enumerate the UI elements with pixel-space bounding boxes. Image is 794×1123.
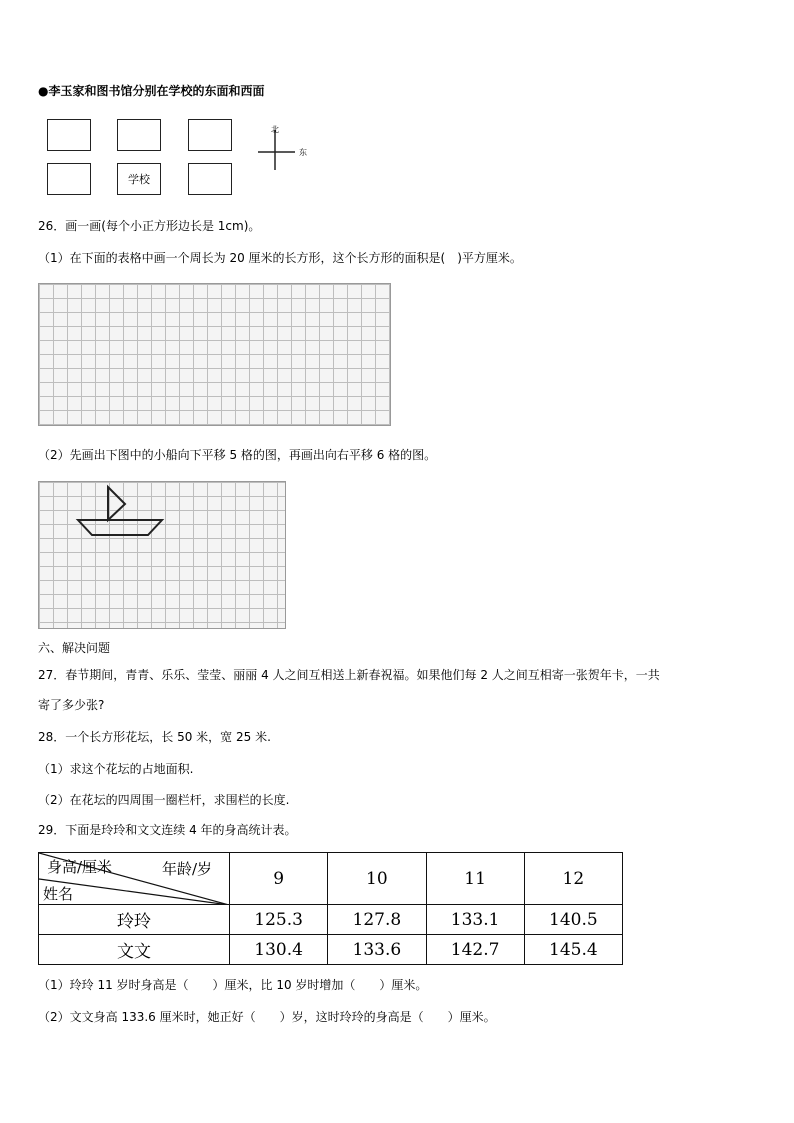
q27-line1: 27．春节期间，青青、乐乐、莹莹、丽丽 4 人之间互相送上新春祝福。如果他们每 2 人之间互相寄一张贺年卡，一共 bbox=[38, 668, 660, 682]
corner-height-label: 身高/厘米 bbox=[47, 858, 113, 876]
height-cell: 125.3 bbox=[230, 905, 328, 935]
height-cell: 140.5 bbox=[524, 905, 622, 935]
table-row bbox=[39, 905, 623, 935]
corner-name-label: 姓名 bbox=[43, 885, 74, 903]
table-corner-cell bbox=[39, 853, 230, 905]
height-cell: 142.7 bbox=[426, 935, 524, 965]
drawing-grid-rectangle bbox=[38, 283, 391, 426]
compass-icon bbox=[255, 122, 315, 172]
age-header: 11 bbox=[426, 853, 524, 905]
map-box-school: 学校 bbox=[117, 163, 161, 195]
age-header: 10 bbox=[328, 853, 426, 905]
intro-text: ●李玉家和图书馆分别在学校的东面和西面 bbox=[38, 84, 265, 98]
q28-title: 28．一个长方形花坛，长 50 米，宽 25 米. bbox=[38, 730, 271, 744]
section-6-title: 六、解决问题 bbox=[38, 641, 111, 655]
compass-north-label: 北 bbox=[271, 125, 279, 134]
map-box-top-right bbox=[188, 119, 232, 151]
q29-title: 29．下面是玲玲和文文连续 4 年的身高统计表。 bbox=[38, 823, 297, 837]
q27-line2: 寄了多少张? bbox=[38, 698, 105, 712]
corner-age-label: 年龄/岁 bbox=[162, 860, 213, 878]
table-header-row bbox=[39, 853, 623, 905]
q26-sub1: （1）在下面的表格中画一个周长为 20 厘米的长方形，这个长方形的面积是( )平方厘米。 bbox=[38, 251, 522, 265]
row-name: 文文 bbox=[39, 935, 230, 965]
q28-sub2: （2）在花坛的四周围一圈栏杆，求围栏的长度. bbox=[38, 793, 290, 807]
q28-sub1: （1）求这个花坛的占地面积. bbox=[38, 762, 194, 776]
map-box-top-middle bbox=[117, 119, 161, 151]
q29-sub2: （2）文文身高 133.6 厘米时，她正好（ ）岁，这时玲玲的身高是（ ）厘米。 bbox=[38, 1010, 496, 1024]
age-header: 12 bbox=[524, 853, 622, 905]
height-cell: 127.8 bbox=[328, 905, 426, 935]
age-header: 9 bbox=[230, 853, 328, 905]
map-box-bottom-right bbox=[188, 163, 232, 195]
table-row bbox=[39, 935, 623, 965]
height-cell: 133.1 bbox=[426, 905, 524, 935]
q26-title: 26．画一画(每个小正方形边长是 1cm)。 bbox=[38, 219, 261, 233]
height-table bbox=[38, 852, 623, 965]
map-box-bottom-left bbox=[47, 163, 91, 195]
height-cell: 130.4 bbox=[230, 935, 328, 965]
height-cell: 133.6 bbox=[328, 935, 426, 965]
boat-icon bbox=[38, 481, 284, 627]
compass-east-label: 东 bbox=[299, 148, 307, 157]
q29-sub1: （1）玲玲 11 岁时身高是（ ）厘米，比 10 岁时增加（ ）厘米。 bbox=[38, 978, 428, 992]
map-box-top-left bbox=[47, 119, 91, 151]
row-name: 玲玲 bbox=[39, 905, 230, 935]
q26-sub2: （2）先画出下图中的小船向下平移 5 格的图，再画出向右平移 6 格的图。 bbox=[38, 448, 437, 462]
height-cell: 145.4 bbox=[524, 935, 622, 965]
